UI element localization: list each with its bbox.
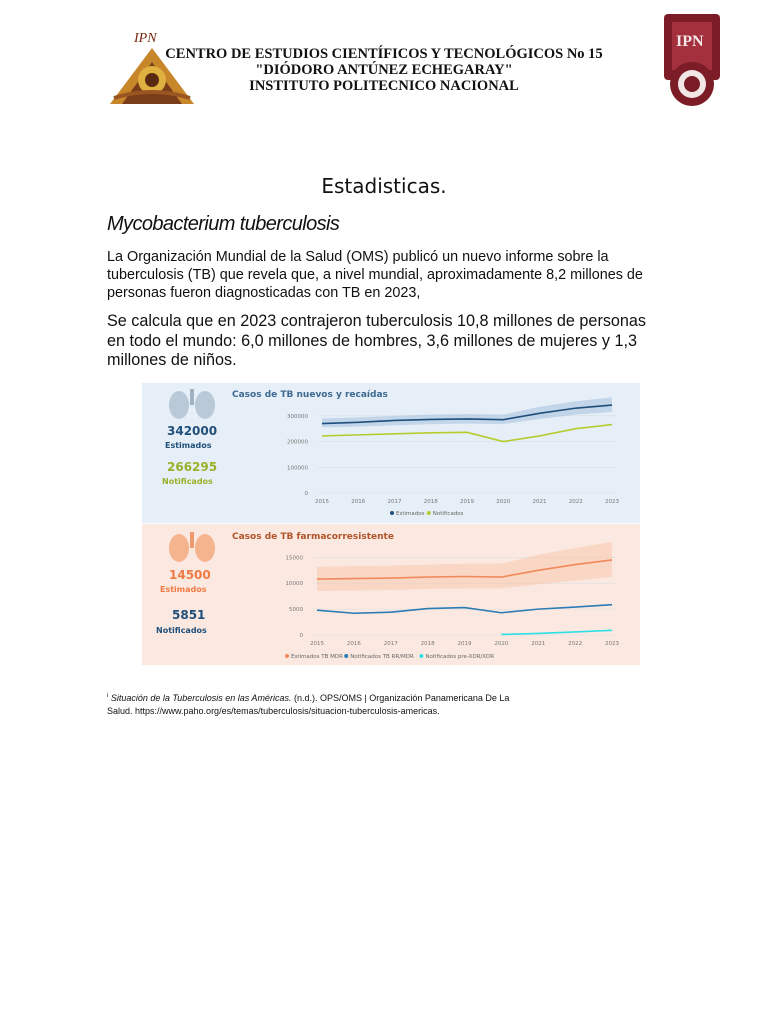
chart1-estimated-label: Estimados (165, 441, 212, 450)
header-line-2: "DIÓDORO ANTÚNEZ ECHEGARAY" (255, 62, 513, 78)
svg-text:IPN: IPN (676, 33, 704, 50)
legend-swatch (344, 654, 348, 658)
chart1-notified-label: Notificados (162, 477, 213, 486)
tb-infographic (142, 383, 640, 665)
footnote-text: (n.d.). OPS/OMS | Organización Panamericana De La Salud. https://www.paho.org/es/temas/tuberculosis/situacion-tuberculosis-americas. (107, 693, 510, 716)
x-tick-label: 2016 (351, 499, 366, 505)
header-line-1: CENTRO DE ESTUDIOS CIENTÍFICOS Y TECNOLÓGICOS No 15 (165, 46, 603, 62)
y-tick-label: 200000 (287, 439, 308, 446)
section-subtitle: Mycobacterium tuberculosis (107, 213, 340, 235)
legend-swatch (390, 511, 394, 515)
x-tick-label: 2017 (383, 641, 398, 647)
x-tick-label: 2020 (496, 499, 511, 505)
y-tick-label: 300000 (287, 413, 308, 420)
paragraph-oms: La Organización Mundial de la Salud (OMS) publicó un nuevo informe sobre la tuberculosis (TB) que revela que, a nivel mundial, aproximadamente 8,2 millones de personas fueron diagnosticadas con TB en 2023, (107, 249, 643, 301)
legend-label: Estimados (396, 511, 425, 517)
chart2-estimated-value: 14500 (169, 568, 211, 582)
tb-infographic-svg (142, 383, 640, 665)
school-header (160, 46, 608, 94)
x-tick-label: 2019 (457, 641, 472, 647)
legend-swatch (427, 511, 431, 515)
chart2-notified-value: 5851 (172, 608, 206, 622)
x-tick-label: 2023 (605, 641, 619, 647)
header-line-3: INSTITUTO POLITECNICO NACIONAL (249, 78, 519, 94)
chart1-notified-value: 266295 (167, 460, 218, 474)
legend-label: Notificados TB RR/MDR (350, 654, 414, 660)
chart2-notified-label: Notificados (156, 626, 207, 635)
x-tick-label: 2019 (460, 499, 474, 505)
footnote-marker: i (107, 693, 109, 699)
footnote-title: Situación de la Tuberculosis en las Américas. (110, 693, 292, 703)
y-tick-label: 0 (299, 633, 303, 639)
y-tick-label: 15000 (285, 555, 303, 562)
legend-label: Estimados TB MDR (291, 654, 343, 660)
y-tick-label: 0 (304, 491, 308, 497)
x-tick-label: 2015 (310, 641, 324, 647)
ipn-right-logo (656, 10, 728, 108)
x-tick-label: 2015 (315, 499, 329, 505)
x-tick-label: 2017 (387, 499, 402, 505)
chart2-title: Casos de TB farmacorresistente (232, 532, 394, 542)
y-tick-label: 10000 (285, 581, 303, 588)
legend-swatch (419, 654, 423, 658)
x-tick-label: 2021 (531, 641, 546, 647)
legend-swatch (285, 654, 289, 658)
x-tick-label: 2018 (420, 641, 435, 647)
x-tick-label: 2022 (568, 641, 583, 647)
footnote (107, 690, 527, 718)
x-tick-label: 2021 (532, 499, 547, 505)
x-tick-label: 2020 (494, 641, 509, 647)
legend-label: Notificados (432, 511, 464, 517)
x-tick-label: 2016 (346, 641, 361, 647)
page-title: Estadisticas. (321, 174, 447, 198)
paragraph-2023: Se calcula que en 2023 contrajeron tuberculosis 10,8 millones de personas en todo el mundo: 6,0 millones de hombres, 3,6 millones de mujeres y 1,3 millones de niños. (107, 312, 647, 369)
chart2-estimated-label: Estimados (160, 585, 207, 594)
x-tick-label: 2023 (605, 499, 619, 505)
y-tick-label: 5000 (289, 607, 303, 614)
svg-text:IPN: IPN (134, 31, 157, 46)
chart1-title: Casos de TB nuevos y recaídas (232, 390, 388, 400)
legend-label: Notificados pre-XDR/XDR (425, 654, 495, 660)
chart1-estimated-value: 342000 (167, 424, 218, 438)
x-tick-label: 2022 (568, 499, 583, 505)
x-tick-label: 2018 (423, 499, 438, 505)
y-tick-label: 100000 (287, 465, 308, 472)
